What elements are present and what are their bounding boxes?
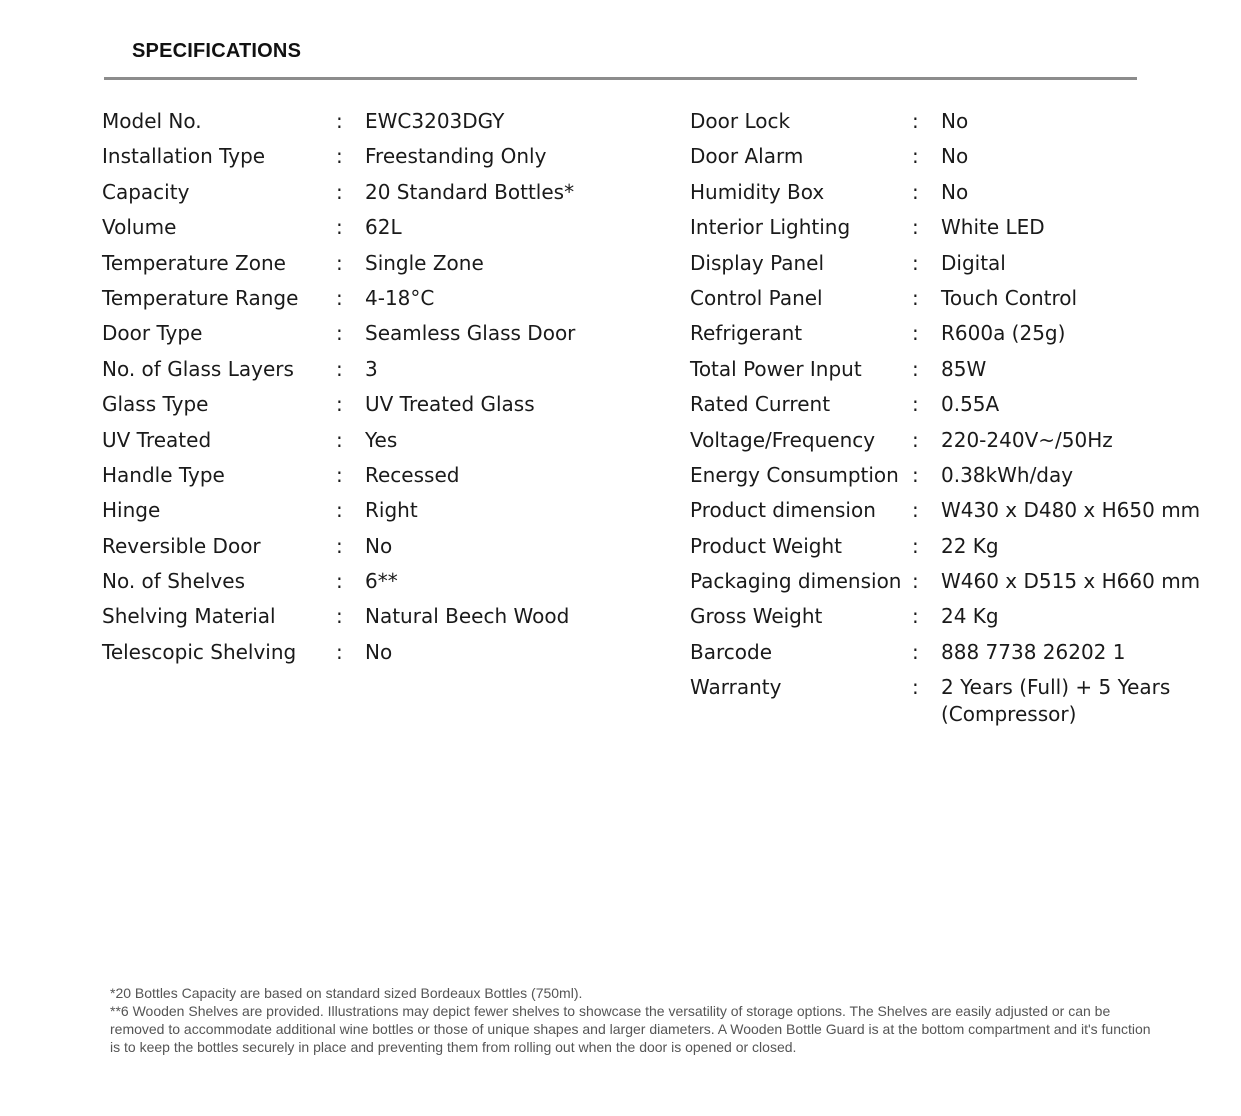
spec-label: Refrigerant bbox=[690, 321, 803, 346]
spec-row bbox=[102, 320, 602, 347]
spec-label: Interior Lighting bbox=[690, 215, 851, 240]
spec-value: 20 Standard Bottles* bbox=[365, 179, 575, 204]
spec-label: Door Type bbox=[102, 321, 203, 346]
spec-separator: : bbox=[336, 569, 343, 594]
spec-row bbox=[102, 533, 602, 560]
spec-separator: : bbox=[912, 498, 919, 523]
spec-value: 3 bbox=[365, 356, 378, 381]
footnote-capacity: *20 Bottles Capacity are based on standard sized Bordeaux Bottles (750ml). bbox=[110, 985, 583, 1001]
spec-separator: : bbox=[336, 250, 343, 275]
spec-label: Shelving Material bbox=[102, 604, 276, 629]
spec-row bbox=[690, 320, 1230, 347]
spec-value: 0.38kWh/day bbox=[941, 462, 1074, 487]
spec-value: Digital bbox=[941, 250, 1006, 275]
spec-separator: : bbox=[336, 109, 343, 133]
spec-row bbox=[690, 391, 1230, 418]
spec-row bbox=[102, 108, 602, 135]
spec-row bbox=[102, 285, 602, 312]
spec-label: Telescopic Shelving bbox=[102, 639, 297, 664]
spec-separator: : bbox=[912, 427, 919, 452]
spec-row bbox=[690, 533, 1230, 560]
spec-separator: : bbox=[912, 285, 919, 310]
spec-label: Glass Type bbox=[102, 392, 209, 417]
spec-row bbox=[690, 639, 1230, 666]
spec-value: Single Zone bbox=[365, 250, 484, 275]
spec-value: White LED bbox=[941, 215, 1045, 240]
spec-row bbox=[102, 391, 602, 418]
spec-label: Total Power Input bbox=[690, 356, 862, 381]
spec-separator: : bbox=[912, 639, 919, 664]
spec-separator: : bbox=[336, 356, 343, 381]
spec-label: Product dimension bbox=[690, 498, 876, 523]
spec-separator: : bbox=[912, 675, 919, 700]
footnotes bbox=[110, 984, 1155, 1056]
spec-separator: : bbox=[336, 533, 343, 558]
spec-separator: : bbox=[336, 179, 343, 204]
spec-label: Barcode bbox=[690, 639, 772, 664]
spec-label: UV Treated bbox=[102, 427, 212, 452]
spec-row bbox=[690, 143, 1230, 170]
spec-row bbox=[690, 603, 1230, 630]
spec-separator: : bbox=[336, 604, 343, 629]
spec-separator: : bbox=[912, 215, 919, 240]
spec-value: Recessed bbox=[365, 462, 460, 487]
spec-value: No bbox=[941, 179, 969, 204]
spec-label: Handle Type bbox=[102, 462, 225, 487]
spec-row bbox=[690, 427, 1230, 454]
spec-row bbox=[102, 179, 602, 206]
spec-value: Yes bbox=[365, 427, 398, 452]
spec-value: 4-18°C bbox=[365, 285, 435, 310]
spec-value: Touch Control bbox=[941, 285, 1078, 310]
spec-value: R600a (25g) bbox=[941, 321, 1066, 346]
spec-value: 85W bbox=[941, 356, 987, 381]
spec-label: Installation Type bbox=[102, 144, 266, 169]
spec-value: No bbox=[941, 109, 969, 133]
spec-separator: : bbox=[336, 392, 343, 417]
spec-separator: : bbox=[912, 356, 919, 381]
spec-label: Gross Weight bbox=[690, 604, 823, 629]
spec-label: Temperature Range bbox=[102, 285, 299, 310]
spec-separator: : bbox=[912, 533, 919, 558]
spec-separator: : bbox=[336, 215, 343, 240]
spec-separator: : bbox=[912, 604, 919, 629]
spec-label: Volume bbox=[102, 215, 177, 240]
spec-value: W430 x D480 x H650 mm bbox=[941, 498, 1201, 523]
spec-label: Voltage/Frequency bbox=[690, 427, 876, 452]
spec-label: Product Weight bbox=[690, 533, 842, 558]
spec-separator: : bbox=[336, 427, 343, 452]
spec-row bbox=[690, 214, 1230, 241]
spec-row bbox=[102, 639, 602, 666]
heading-divider bbox=[104, 77, 1137, 80]
spec-value: 220-240V~/50Hz bbox=[941, 427, 1113, 452]
spec-row bbox=[102, 603, 602, 630]
spec-separator: : bbox=[336, 639, 343, 664]
spec-row bbox=[690, 179, 1230, 206]
spec-label: Packaging dimension bbox=[690, 569, 902, 594]
spec-row bbox=[690, 462, 1230, 489]
spec-separator: : bbox=[912, 462, 919, 487]
spec-separator: : bbox=[336, 498, 343, 523]
spec-value: W460 x D515 x H660 mm bbox=[941, 569, 1201, 594]
spec-row bbox=[690, 356, 1230, 383]
spec-value: 62L bbox=[365, 215, 402, 240]
specs-left-column bbox=[102, 108, 602, 674]
spec-row bbox=[102, 143, 602, 170]
spec-row bbox=[690, 108, 1230, 135]
spec-label: Humidity Box bbox=[690, 179, 825, 204]
spec-label: Door Alarm bbox=[690, 144, 804, 169]
footnote-shelves: **6 Wooden Shelves are provided. Illustrations may depict fewer shelves to showcase the versatility of storage options. The Shelves are easily adjusted or can be removed to accommodate additional wine bottles or those of unique shapes and larger diameters. A Wooden Bottle Guard is at the bottom compartment and it's function is to keep the bottles securely in place and preventing them from rolling out when the door is opened or closed. bbox=[110, 1003, 1151, 1055]
spec-row bbox=[102, 497, 602, 524]
spec-value: UV Treated Glass bbox=[365, 392, 535, 417]
spec-separator: : bbox=[912, 569, 919, 594]
spec-label: Capacity bbox=[102, 179, 190, 204]
spec-separator: : bbox=[336, 285, 343, 310]
spec-value: 24 Kg bbox=[941, 604, 999, 629]
spec-row bbox=[102, 356, 602, 383]
spec-row bbox=[690, 568, 1230, 595]
spec-row bbox=[102, 568, 602, 595]
specs-right-column bbox=[690, 108, 1230, 737]
spec-value: No bbox=[365, 533, 393, 558]
spec-label: Hinge bbox=[102, 498, 161, 523]
spec-label: Warranty bbox=[690, 675, 782, 700]
spec-label: Energy Consumption bbox=[690, 462, 899, 487]
spec-value: No bbox=[365, 639, 393, 664]
spec-value: Right bbox=[365, 498, 418, 523]
spec-label: No. of Glass Layers bbox=[102, 356, 294, 381]
spec-label: Control Panel bbox=[690, 285, 823, 310]
spec-label: Door Lock bbox=[690, 109, 791, 133]
spec-row bbox=[102, 462, 602, 489]
spec-row bbox=[690, 674, 1230, 728]
spec-row bbox=[102, 427, 602, 454]
spec-separator: : bbox=[912, 392, 919, 417]
spec-value: Natural Beech Wood bbox=[365, 604, 570, 629]
spec-value: EWC3203DGY bbox=[365, 109, 505, 133]
spec-label: Display Panel bbox=[690, 250, 825, 275]
spec-value: 2 Years (Full) + 5 Years (Compressor) bbox=[941, 675, 1171, 727]
spec-separator: : bbox=[912, 321, 919, 346]
spec-label: Temperature Zone bbox=[102, 250, 286, 275]
spec-label: Rated Current bbox=[690, 392, 831, 417]
spec-value: 0.55A bbox=[941, 392, 1000, 417]
spec-separator: : bbox=[336, 321, 343, 346]
spec-separator: : bbox=[336, 462, 343, 487]
spec-separator: : bbox=[912, 250, 919, 275]
spec-separator: : bbox=[912, 109, 919, 133]
spec-row bbox=[690, 497, 1230, 524]
spec-label: No. of Shelves bbox=[102, 569, 245, 594]
spec-row bbox=[102, 250, 602, 277]
spec-row bbox=[102, 214, 602, 241]
spec-value: 22 Kg bbox=[941, 533, 999, 558]
spec-row bbox=[690, 250, 1230, 277]
page-title: SPECIFICATIONS bbox=[132, 40, 302, 62]
spec-separator: : bbox=[336, 144, 343, 169]
spec-row bbox=[690, 285, 1230, 312]
spec-value: Seamless Glass Door bbox=[365, 321, 576, 346]
spec-value: Freestanding Only bbox=[365, 144, 547, 169]
spec-separator: : bbox=[912, 144, 919, 169]
spec-value: No bbox=[941, 144, 969, 169]
spec-separator: : bbox=[912, 179, 919, 204]
spec-label: Reversible Door bbox=[102, 533, 261, 558]
spec-value: 6** bbox=[365, 569, 398, 594]
spec-value: 888 7738 26202 1 bbox=[941, 639, 1126, 664]
spec-label: Model No. bbox=[102, 109, 202, 133]
